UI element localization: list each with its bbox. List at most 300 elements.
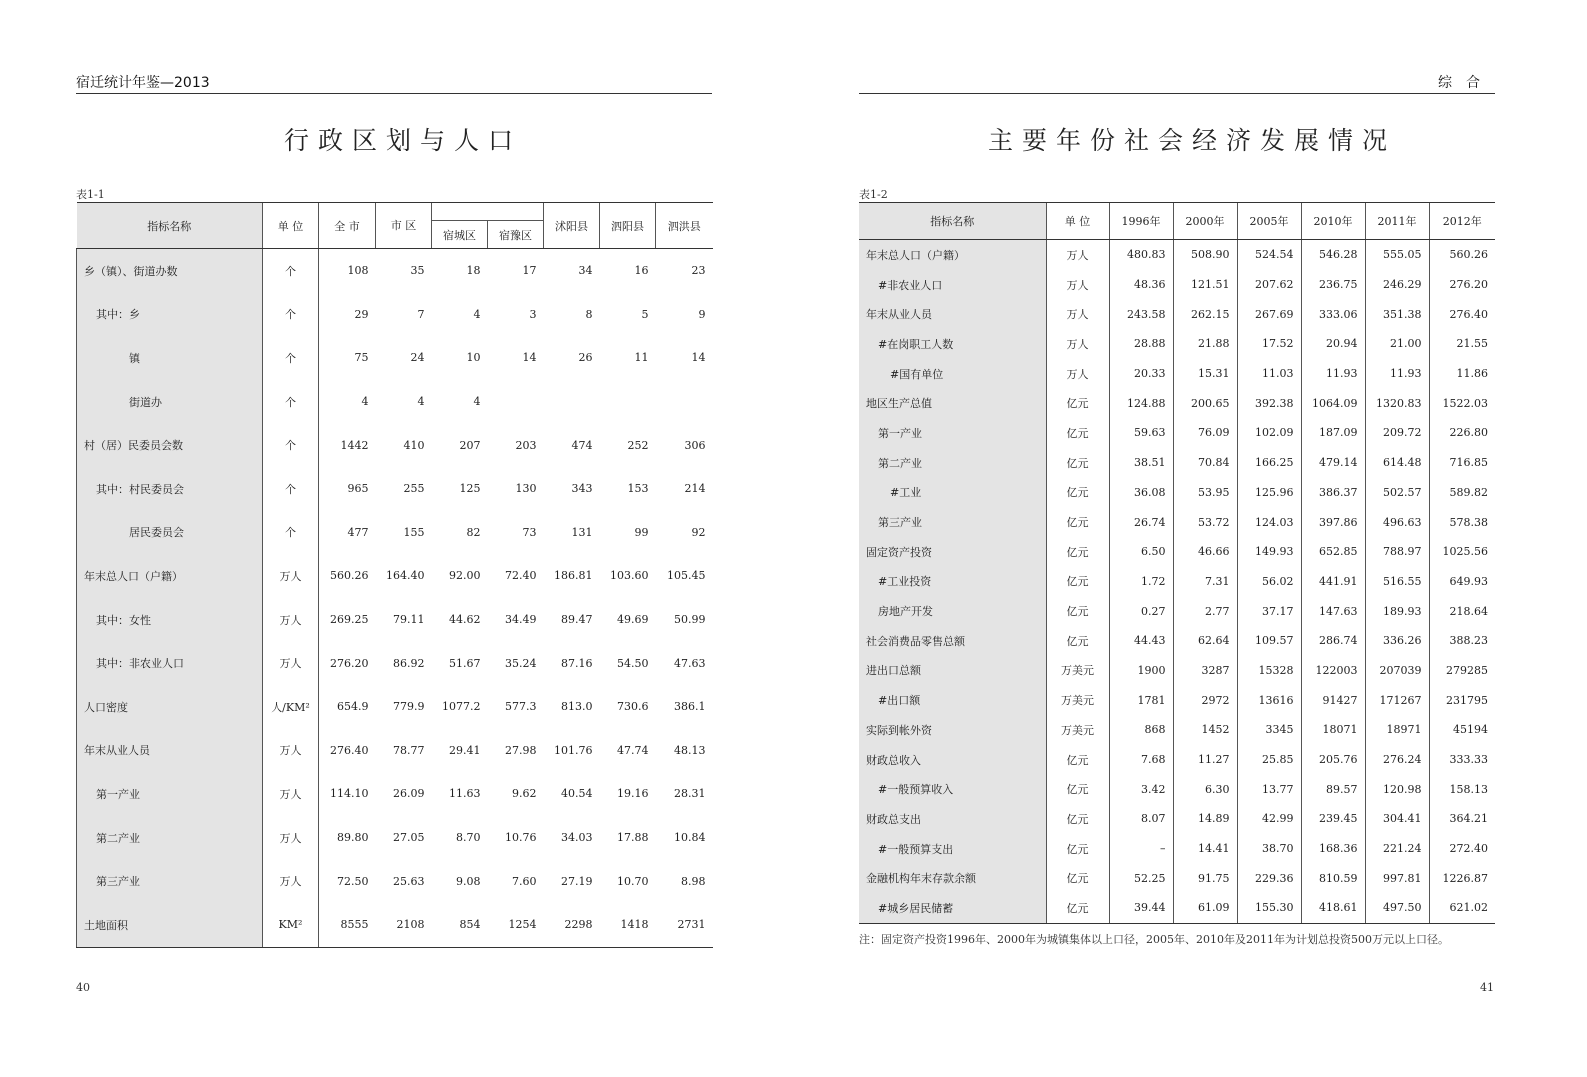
- value-cell: 229.36: [1237, 863, 1301, 893]
- value-cell: 497.50: [1365, 893, 1429, 923]
- value-cell: 1781: [1109, 685, 1173, 715]
- value-cell: 730.6: [617, 700, 649, 714]
- value-cell: 47.63: [674, 656, 706, 670]
- row-unit: 亿元: [1046, 834, 1109, 864]
- value-cell: 79.11: [393, 613, 425, 627]
- value-cell: 53.72: [1173, 507, 1237, 537]
- value-cell: 13.77: [1237, 774, 1301, 804]
- value-cell: 187.09: [1301, 418, 1365, 448]
- value-cell: 207.62: [1237, 270, 1301, 300]
- value-cell: 262.15: [1173, 299, 1237, 329]
- table-row: [859, 567, 1495, 597]
- value-cell: 304.41: [1365, 804, 1429, 834]
- value-cell: 51.67: [449, 656, 481, 670]
- row-unit: 万美元: [1046, 685, 1109, 715]
- value-cell: 2731: [656, 903, 713, 947]
- value-cell: 28.88: [1109, 329, 1173, 359]
- value-cell: 1900: [1109, 656, 1173, 686]
- table-row: [77, 859, 713, 903]
- value-cell: 6.50: [1109, 537, 1173, 567]
- value-cell: 14.89: [1173, 804, 1237, 834]
- table-row: [859, 804, 1495, 834]
- row-unit: 万人: [1046, 240, 1109, 270]
- value-cell: 11: [634, 351, 649, 365]
- table-row: [77, 511, 713, 555]
- row-label: #非农业人口: [859, 270, 1046, 300]
- value-cell: 17.52: [1237, 329, 1301, 359]
- value-cell: 147.63: [1301, 596, 1365, 626]
- table-row: [77, 336, 713, 380]
- value-cell: 8.07: [1109, 804, 1173, 834]
- row-label: 年末总人口（户籍）: [77, 554, 263, 598]
- value-cell: 14.41: [1173, 834, 1237, 864]
- row-unit: 亿元: [1046, 448, 1109, 478]
- value-cell: 4: [417, 395, 425, 409]
- row-label: 第一产业: [859, 418, 1046, 448]
- value-cell: 89.47: [561, 613, 593, 627]
- value-cell: 336.26: [1365, 626, 1429, 656]
- row-label: 社会消费品零售总额: [859, 626, 1046, 656]
- value-cell: 24: [410, 351, 425, 365]
- value-cell: 75: [319, 336, 376, 380]
- value-cell: 8: [585, 307, 593, 321]
- value-cell: 479.14: [1301, 448, 1365, 478]
- row-label: 镇: [77, 336, 263, 380]
- row-unit: 万美元: [1046, 656, 1109, 686]
- value-cell: 0.27: [1109, 596, 1173, 626]
- value-cell: 474: [571, 438, 593, 452]
- table-row: [77, 598, 713, 642]
- table-row: [859, 240, 1495, 270]
- value-cell: 8.70: [456, 831, 481, 845]
- value-cell: 11.93: [1365, 359, 1429, 389]
- value-cell: 496.63: [1365, 507, 1429, 537]
- value-cell: 11.63: [449, 787, 481, 801]
- row-unit: KM²: [263, 903, 319, 947]
- value-cell: 26.74: [1109, 507, 1173, 537]
- value-cell: 86.92: [393, 656, 425, 670]
- header-city: 全 市: [319, 203, 376, 249]
- value-cell: 27.19: [561, 874, 593, 888]
- value-cell: [600, 380, 656, 424]
- value-cell: 3: [529, 307, 537, 321]
- header-year: 2012年: [1429, 203, 1495, 240]
- row-label: 实际到帐外资: [859, 715, 1046, 745]
- value-cell: 3345: [1237, 715, 1301, 745]
- row-label: #出口额: [859, 685, 1046, 715]
- row-label: 年末从业人员: [859, 299, 1046, 329]
- value-cell: 555.05: [1365, 240, 1429, 270]
- row-label: 第二产业: [859, 448, 1046, 478]
- table-row: [859, 448, 1495, 478]
- header-unit: 单 位: [1046, 203, 1109, 240]
- value-cell: 23: [691, 264, 706, 278]
- value-cell: 508.90: [1173, 240, 1237, 270]
- value-cell: 214: [684, 482, 706, 496]
- value-cell: 502.57: [1365, 478, 1429, 508]
- value-cell: 3287: [1173, 656, 1237, 686]
- table-row: [859, 626, 1495, 656]
- admin-population-table: [76, 202, 713, 948]
- value-cell: 62.64: [1173, 626, 1237, 656]
- row-unit: 万人: [1046, 329, 1109, 359]
- value-cell: 2.77: [1173, 596, 1237, 626]
- table-row: [77, 293, 713, 337]
- row-label: 房地产开发: [859, 596, 1046, 626]
- value-cell: 7.68: [1109, 745, 1173, 775]
- value-cell: 1.72: [1109, 567, 1173, 597]
- row-label: 居民委员会: [77, 511, 263, 555]
- value-cell: 276.40: [1429, 299, 1495, 329]
- row-label: 第三产业: [77, 859, 263, 903]
- value-cell: 101.76: [554, 743, 593, 757]
- value-cell: 441.91: [1301, 567, 1365, 597]
- value-cell: 34: [578, 264, 593, 278]
- value-cell: 7: [417, 307, 425, 321]
- row-label: 其中：村民委员会: [77, 467, 263, 511]
- table-row: [859, 507, 1495, 537]
- table-row: [859, 299, 1495, 329]
- value-cell: 392.38: [1237, 388, 1301, 418]
- value-cell: 524.54: [1237, 240, 1301, 270]
- value-cell: 35: [410, 264, 425, 278]
- row-unit: 亿元: [1046, 626, 1109, 656]
- row-unit: 万人: [263, 729, 319, 773]
- value-cell: 47.74: [617, 743, 649, 757]
- value-cell: 589.82: [1429, 478, 1495, 508]
- value-cell: 149.93: [1237, 537, 1301, 567]
- value-cell: 44.62: [449, 613, 481, 627]
- value-cell: 652.85: [1301, 537, 1365, 567]
- value-cell: 109.57: [1237, 626, 1301, 656]
- value-cell: 10.84: [674, 831, 706, 845]
- value-cell: 410: [403, 438, 425, 452]
- value-cell: 122003: [1301, 656, 1365, 686]
- table-row: [77, 903, 713, 947]
- row-label: #一般预算收入: [859, 774, 1046, 804]
- page-number: 40: [76, 981, 90, 994]
- table-row: [859, 478, 1495, 508]
- value-cell: 37.17: [1237, 596, 1301, 626]
- table-row: [859, 715, 1495, 745]
- value-cell: 286.74: [1301, 626, 1365, 656]
- value-cell: 218.64: [1429, 596, 1495, 626]
- value-cell: 243.58: [1109, 299, 1173, 329]
- value-cell: 20.33: [1109, 359, 1173, 389]
- value-cell: 59.63: [1109, 418, 1173, 448]
- running-head: 综合: [1438, 75, 1494, 91]
- header-year: 2000年: [1173, 203, 1237, 240]
- page-title: 行政区划与人口: [284, 126, 523, 155]
- row-label: #一般预算支出: [859, 834, 1046, 864]
- value-cell: 1418: [600, 903, 656, 947]
- value-cell: 276.40: [319, 729, 376, 773]
- value-cell: 2298: [544, 903, 600, 947]
- value-cell: 92: [691, 525, 706, 539]
- value-cell: 1522.03: [1429, 388, 1495, 418]
- page-number: 41: [1480, 981, 1494, 994]
- value-cell: 54.50: [617, 656, 649, 670]
- value-cell: 11.93: [1301, 359, 1365, 389]
- value-cell: 34.49: [505, 613, 537, 627]
- row-unit: 亿元: [1046, 567, 1109, 597]
- value-cell: 364.21: [1429, 804, 1495, 834]
- table-row: [859, 834, 1495, 864]
- value-cell: 4: [473, 395, 481, 409]
- value-cell: 17.88: [617, 831, 649, 845]
- value-cell: 19.16: [617, 787, 649, 801]
- value-cell: 333.06: [1301, 299, 1365, 329]
- table-row: [859, 270, 1495, 300]
- row-unit: 万美元: [1046, 715, 1109, 745]
- row-unit: 个: [263, 511, 319, 555]
- value-cell: 53.95: [1173, 478, 1237, 508]
- row-label: 其中：乡: [77, 293, 263, 337]
- row-label: 第三产业: [859, 507, 1046, 537]
- value-cell: 810.59: [1301, 863, 1365, 893]
- left-page: [0, 0, 793, 1077]
- value-cell: 7.31: [1173, 567, 1237, 597]
- row-unit: 个: [263, 423, 319, 467]
- value-cell: 221.24: [1365, 834, 1429, 864]
- value-cell: 577.3: [505, 700, 537, 714]
- value-cell: 130: [515, 482, 537, 496]
- value-cell: 231795: [1429, 685, 1495, 715]
- table-row: [77, 772, 713, 816]
- value-cell: 49.69: [617, 613, 649, 627]
- value-cell: 276.24: [1365, 745, 1429, 775]
- value-cell: 236.75: [1301, 270, 1365, 300]
- table-row: [859, 329, 1495, 359]
- row-label: #城乡居民储蓄: [859, 893, 1046, 923]
- running-head: 宿迁统计年鉴—2013: [76, 75, 210, 91]
- table-row: [77, 380, 713, 424]
- table-row: [859, 537, 1495, 567]
- row-unit: 个: [263, 467, 319, 511]
- value-cell: 27.98: [505, 743, 537, 757]
- value-cell: 48.13: [674, 743, 706, 757]
- value-cell: 29.41: [449, 743, 481, 757]
- value-cell: 480.83: [1109, 240, 1173, 270]
- value-cell: 166.25: [1237, 448, 1301, 478]
- value-cell: 418.61: [1301, 893, 1365, 923]
- value-cell: 252: [627, 438, 649, 452]
- table-note: 注：固定资产投资1996年、2000年为城镇集体以上口径，2005年、2010年及2011年为计划总投资500万元以上口径。: [859, 933, 1449, 946]
- row-unit: 亿元: [1046, 863, 1109, 893]
- value-cell: 21.88: [1173, 329, 1237, 359]
- value-cell: 255: [403, 482, 425, 496]
- row-unit: 万人: [263, 641, 319, 685]
- value-cell: 546.28: [1301, 240, 1365, 270]
- value-cell: 614.48: [1365, 448, 1429, 478]
- value-cell: 279285: [1429, 656, 1495, 686]
- value-cell: 333.33: [1429, 745, 1495, 775]
- row-label: 财政总支出: [859, 804, 1046, 834]
- value-cell: 239.45: [1301, 804, 1365, 834]
- value-cell: 124.88: [1109, 388, 1173, 418]
- value-cell: 114.10: [319, 772, 376, 816]
- table-row: [77, 249, 713, 293]
- value-cell: 21.55: [1429, 329, 1495, 359]
- table-row: [859, 656, 1495, 686]
- value-cell: 38.70: [1237, 834, 1301, 864]
- value-cell: 56.02: [1237, 567, 1301, 597]
- value-cell: 9: [698, 307, 706, 321]
- header-sihong: 泗洪县: [656, 203, 713, 249]
- row-label: 土地面积: [77, 903, 263, 947]
- value-cell: 29: [319, 293, 376, 337]
- value-cell: 72.40: [505, 569, 537, 583]
- row-unit: 个: [263, 249, 319, 293]
- value-cell: 17: [522, 264, 537, 278]
- value-cell: 1320.83: [1365, 388, 1429, 418]
- value-cell: 38.51: [1109, 448, 1173, 478]
- value-cell: 39.44: [1109, 893, 1173, 923]
- row-label: 人口密度: [77, 685, 263, 729]
- value-cell: 48.36: [1109, 270, 1173, 300]
- value-cell: 52.25: [1109, 863, 1173, 893]
- value-cell: 276.20: [319, 641, 376, 685]
- table-number: 表1-2: [859, 188, 888, 201]
- value-cell: 649.93: [1429, 567, 1495, 597]
- value-cell: 8555: [319, 903, 376, 947]
- value-cell: 91.75: [1173, 863, 1237, 893]
- value-cell: 11.86: [1429, 359, 1495, 389]
- value-cell: 779.9: [393, 700, 425, 714]
- value-cell: 186.81: [554, 569, 593, 583]
- row-unit: 亿元: [1046, 745, 1109, 775]
- value-cell: 50.99: [674, 613, 706, 627]
- value-cell: 89.80: [319, 816, 376, 860]
- value-cell: 200.65: [1173, 388, 1237, 418]
- table-row: [77, 467, 713, 511]
- value-cell: 209.72: [1365, 418, 1429, 448]
- value-cell: 14: [691, 351, 706, 365]
- value-cell: 2108: [376, 903, 432, 947]
- value-cell: 155.30: [1237, 893, 1301, 923]
- row-label: #工业投资: [859, 567, 1046, 597]
- value-cell: 1226.87: [1429, 863, 1495, 893]
- row-unit: 亿元: [1046, 893, 1109, 923]
- table-row: [859, 893, 1495, 923]
- value-cell: 168.36: [1301, 834, 1365, 864]
- value-cell: 386.1: [674, 700, 706, 714]
- value-cell: 9.08: [456, 874, 481, 888]
- value-cell: 997.81: [1365, 863, 1429, 893]
- header-indicator: 指标名称: [77, 203, 263, 249]
- value-cell: 716.85: [1429, 448, 1495, 478]
- value-cell: 1452: [1173, 715, 1237, 745]
- value-cell: 189.93: [1365, 596, 1429, 626]
- value-cell: [488, 380, 544, 424]
- row-label: 村（居）民委员会数: [77, 423, 263, 467]
- table-row: [859, 388, 1495, 418]
- value-cell: 25.63: [393, 874, 425, 888]
- row-unit: 万人: [263, 598, 319, 642]
- row-unit: 个: [263, 336, 319, 380]
- value-cell: 70.84: [1173, 448, 1237, 478]
- value-cell: 351.38: [1365, 299, 1429, 329]
- value-cell: 868: [1109, 715, 1173, 745]
- value-cell: 965: [319, 467, 376, 511]
- value-cell: 61.09: [1173, 893, 1237, 923]
- row-label: 进出口总额: [859, 656, 1046, 686]
- table-row: [77, 423, 713, 467]
- value-cell: 18971: [1365, 715, 1429, 745]
- value-cell: 11.27: [1173, 745, 1237, 775]
- value-cell: 158.13: [1429, 774, 1495, 804]
- value-cell: 8.98: [681, 874, 706, 888]
- value-cell: 125: [459, 482, 481, 496]
- row-label: 第二产业: [77, 816, 263, 860]
- value-cell: 2972: [1173, 685, 1237, 715]
- value-cell: 73: [522, 525, 537, 539]
- page-title: 主要年份社会经济发展情况: [988, 126, 1397, 155]
- row-label: 乡（镇）、街道办数: [77, 249, 263, 293]
- value-cell: 131: [571, 525, 593, 539]
- header-indicator: 指标名称: [859, 203, 1046, 240]
- value-cell: 78.77: [393, 743, 425, 757]
- row-unit: 万人: [1046, 270, 1109, 300]
- value-cell: 36.08: [1109, 478, 1173, 508]
- value-cell: 26: [578, 351, 593, 365]
- value-cell: 102.09: [1237, 418, 1301, 448]
- value-cell: 203: [515, 438, 537, 452]
- value-cell: 269.25: [319, 598, 376, 642]
- value-cell: 477: [319, 511, 376, 555]
- value-cell: 207039: [1365, 656, 1429, 686]
- row-unit: 个: [263, 380, 319, 424]
- value-cell: 27.05: [393, 831, 425, 845]
- value-cell: 76.09: [1173, 418, 1237, 448]
- value-cell: 120.98: [1365, 774, 1429, 804]
- table-row: [859, 774, 1495, 804]
- value-cell: 16: [634, 264, 649, 278]
- value-cell: 164.40: [386, 569, 425, 583]
- value-cell: 306: [684, 438, 706, 452]
- table-row: [859, 596, 1495, 626]
- value-cell: 13616: [1237, 685, 1301, 715]
- header-year: 2005年: [1237, 203, 1301, 240]
- row-unit: 万人: [1046, 359, 1109, 389]
- value-cell: 10: [466, 351, 481, 365]
- value-cell: 4: [319, 380, 376, 424]
- value-cell: 9.62: [512, 787, 537, 801]
- table-row: [77, 641, 713, 685]
- value-cell: 35.24: [505, 656, 537, 670]
- value-cell: 15.31: [1173, 359, 1237, 389]
- row-unit: 亿元: [1046, 388, 1109, 418]
- header-year: 2010年: [1301, 203, 1365, 240]
- value-cell: 121.51: [1173, 270, 1237, 300]
- header-rule: [76, 93, 712, 94]
- row-label: 其中：非农业人口: [77, 641, 263, 685]
- value-cell: 91427: [1301, 685, 1365, 715]
- value-cell: 578.38: [1429, 507, 1495, 537]
- header-suyu: 宿豫区: [488, 221, 544, 249]
- header-year: 1996年: [1109, 203, 1173, 240]
- value-cell: 99: [634, 525, 649, 539]
- value-cell: 45194: [1429, 715, 1495, 745]
- table-row: [859, 418, 1495, 448]
- value-cell: 560.26: [1429, 240, 1495, 270]
- table-row: [77, 816, 713, 860]
- header-siyang: 泗阳县: [600, 203, 656, 249]
- row-unit: 万人: [263, 554, 319, 598]
- value-cell: 82: [466, 525, 481, 539]
- value-cell: 108: [319, 249, 376, 293]
- value-cell: [656, 380, 713, 424]
